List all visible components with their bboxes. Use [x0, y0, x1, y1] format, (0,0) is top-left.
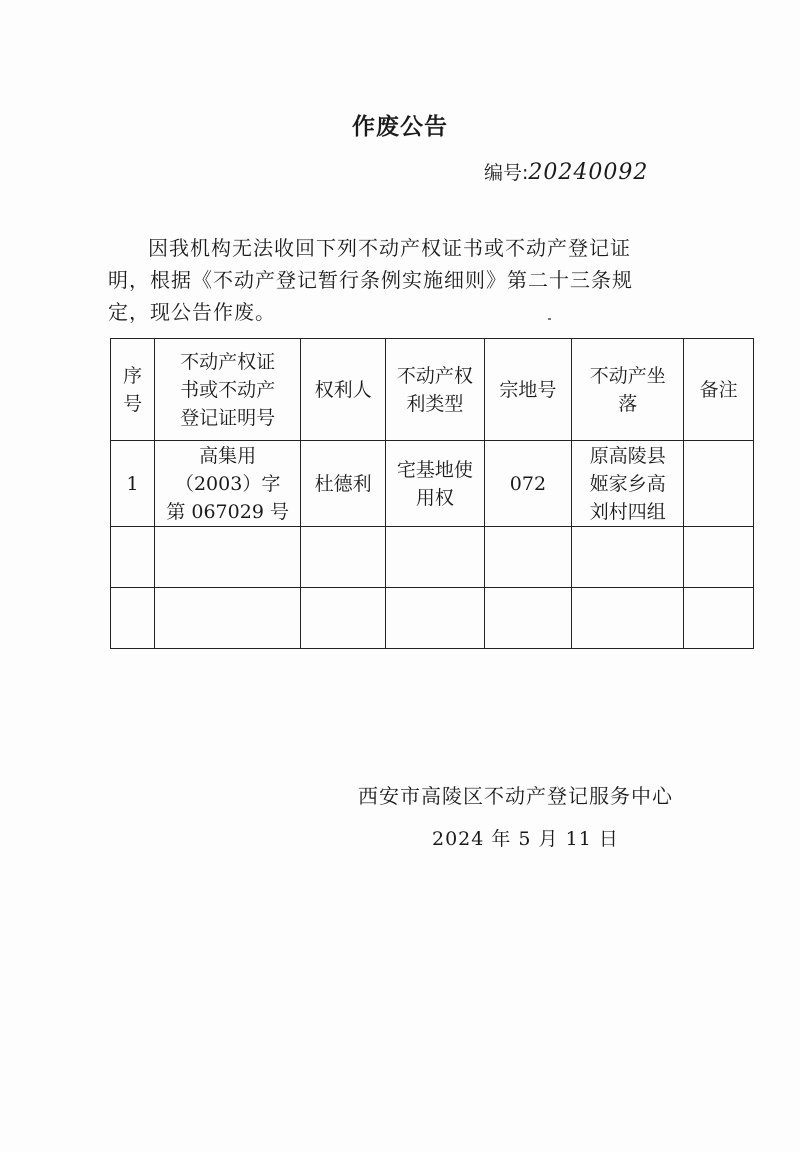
header-location — [572, 339, 684, 441]
cell-location-line: 原高陵县 — [589, 444, 666, 467]
header-cert-line: 书或不动产 — [180, 378, 276, 401]
empty-cell — [684, 588, 754, 649]
empty-cell — [301, 588, 386, 649]
scan-speck — [548, 318, 551, 320]
header-seq — [111, 339, 155, 441]
header-right-type — [386, 339, 485, 441]
header-cert-number — [155, 339, 301, 441]
voided-certificates-table — [110, 338, 754, 649]
serial-label: 编号: — [484, 162, 529, 184]
empty-cell — [111, 527, 155, 588]
header-owner-text: 权利人 — [314, 378, 372, 401]
cell-cert-line: （2003）字 — [174, 472, 281, 495]
empty-cell — [301, 527, 386, 588]
serial-value-handwritten: 20240092 — [528, 160, 649, 185]
header-owner — [301, 339, 386, 441]
empty-cell — [111, 588, 155, 649]
notice-body: 因我机构无法收回下列不动产权证书或不动产登记证明，根据《不动产登记暂行条例实施细则》第二十三条规定，现公告作废。 — [108, 236, 633, 324]
table-row — [111, 441, 754, 527]
header-location-line: 不动产坐 — [589, 364, 666, 387]
issue-date: 2024 年 5 月 11 日 — [432, 828, 619, 850]
cell-parcel-text: 072 — [509, 472, 547, 495]
issuing-authority: 西安市高陵区不动产登记服务中心 — [358, 784, 673, 808]
header-parcel-text: 宗地号 — [499, 378, 557, 401]
empty-cell — [155, 588, 301, 649]
header-cert-line: 不动产权证 — [180, 350, 276, 373]
cell-cert-number — [155, 441, 301, 527]
empty-cell — [386, 527, 485, 588]
table-row-empty — [111, 588, 754, 649]
header-right-type-line: 不动产权 — [396, 364, 473, 387]
empty-cell — [572, 588, 684, 649]
cell-location-line: 刘村四组 — [589, 500, 666, 523]
header-remarks-text: 备注 — [699, 378, 738, 401]
empty-cell — [155, 527, 301, 588]
serial-number — [484, 158, 648, 185]
cell-cert-line: 第 067029 号 — [166, 500, 289, 523]
header-cert-line: 登记证明号 — [180, 406, 276, 429]
empty-cell — [386, 588, 485, 649]
header-remarks — [684, 339, 754, 441]
cell-seq — [111, 441, 155, 527]
cell-cert-line: 高集用 — [199, 444, 257, 467]
empty-cell — [572, 527, 684, 588]
table-header-row — [111, 339, 754, 441]
cell-parcel-number — [484, 441, 572, 527]
cell-location — [572, 441, 684, 527]
cell-right-type-line: 用权 — [415, 486, 454, 509]
empty-cell — [684, 527, 754, 588]
table-row-empty — [111, 527, 754, 588]
cell-owner-text: 杜德利 — [314, 472, 372, 495]
header-seq-text: 序号 — [123, 364, 143, 415]
header-location-line: 落 — [618, 392, 638, 415]
cell-location-line: 姬家乡高 — [589, 472, 666, 495]
cell-right-type — [386, 441, 485, 527]
empty-cell — [484, 588, 572, 649]
header-parcel-number — [484, 339, 572, 441]
cell-owner — [301, 441, 386, 527]
empty-cell — [484, 527, 572, 588]
cell-remarks — [684, 441, 754, 527]
header-right-type-line: 利类型 — [406, 392, 464, 415]
cell-seq-text: 1 — [126, 472, 139, 495]
document-title: 作废公告 — [352, 114, 448, 140]
cell-right-type-line: 宅基地使 — [396, 458, 473, 481]
